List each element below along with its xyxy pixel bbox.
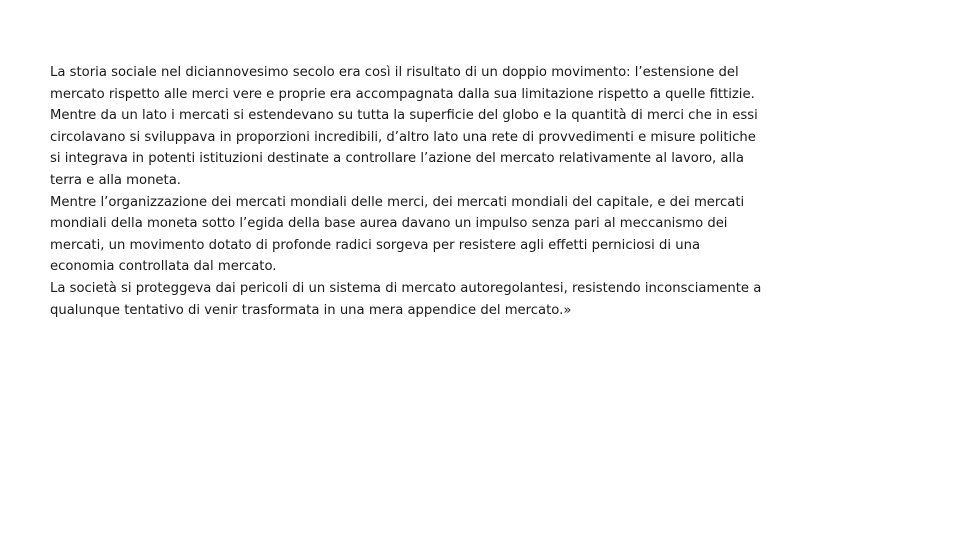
text-line: Mentre da un lato i mercati si estendevano su tutta la superficie del globo e la quantità di merci che in essi [50,108,758,124]
text-line: economia controllata dal mercato. [50,259,277,275]
text-line: mercati, un movimento dotato di profonde radici sorgeva per resistere agli effetti perniciosi di una [50,237,701,253]
text-line: si integrava in potenti istituzioni destinate a controllare l’azione del mercato relativamente al lavoro, alla [50,151,744,167]
text-line: circolavano si sviluppava in proporzioni incredibili, d’altro lato una rete di provvedimenti e misure politiche [50,129,756,145]
text-line: La storia sociale nel diciannovesimo secolo era così il risultato di un doppio movimento: l’estensione del [50,65,739,80]
text-line: mercato rispetto alle merci vere e proprie era accompagnata dalla sua limitazione rispetto a quelle fittizie. [50,86,755,102]
text-line: mondiali della moneta sotto l’egida della base aurea davano un impulso senza pari al meccanismo dei [50,216,728,232]
text-line: terra e alla moneta. [50,172,181,188]
quote-text-block [50,62,850,321]
text-line: Mentre l’organizzazione dei mercati mondiali delle merci, dei mercati mondiali del capitale, e dei mercati [50,194,745,210]
text-line: qualunque tentativo di venir trasformata in una mera appendice del mercato.» [50,302,572,318]
text-line: La società si proteggeva dai pericoli di un sistema di mercato autoregolantesi, resistendo inconsciamente a [50,280,762,296]
